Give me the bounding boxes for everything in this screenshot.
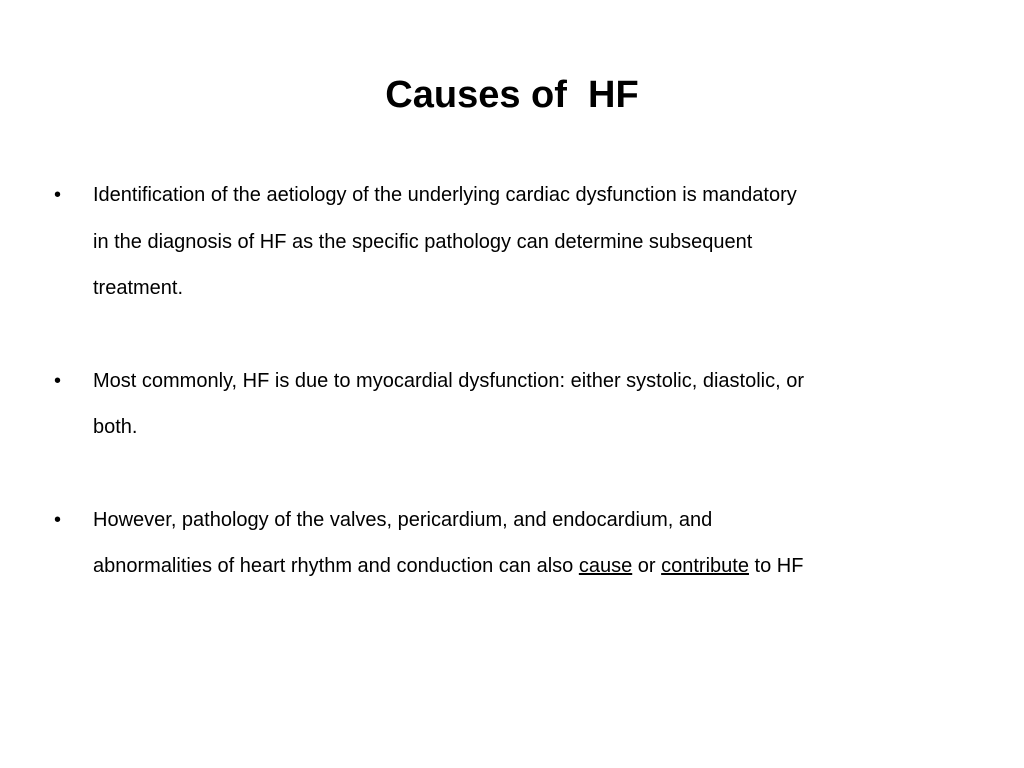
- bullet-item-aetiology: [54, 172, 954, 312]
- bullet-icon: •: [54, 508, 62, 531]
- slide-title: Causes of HF: [385, 74, 639, 116]
- bullet-text-line: Identification of the aetiology of the underlying cardiac dysfunction is mandatory: [93, 184, 797, 206]
- bullet-item-other-causes: [54, 497, 954, 590]
- bullet-text-suffix: to HF: [748, 555, 804, 577]
- bullet-text-line: in the diagnosis of HF as the specific pathology can determine subsequent: [93, 230, 753, 253]
- underlined-term-cause: cause: [578, 555, 633, 577]
- bullet-text-line: both.: [93, 416, 138, 438]
- underlined-term-contribute: contribute: [661, 555, 749, 577]
- bullet-list: [54, 172, 954, 590]
- bullet-text-line-mixed: [93, 543, 954, 590]
- bullet-text-line: However, pathology of the valves, pericardium, and endocardium, and: [93, 508, 713, 531]
- bullet-icon: •: [54, 184, 62, 206]
- bullet-item-myocardial: [54, 358, 954, 451]
- bullet-text-middle: or: [632, 555, 662, 577]
- bullet-text-line: treatment.: [93, 277, 184, 299]
- bullet-text-line: Most commonly, HF is due to myocardial dysfunction: either systolic, diastolic, or: [93, 369, 804, 392]
- bullet-text-prefix: abnormalities of heart rhythm and conduction can also: [93, 555, 579, 577]
- bullet-icon: •: [54, 369, 62, 392]
